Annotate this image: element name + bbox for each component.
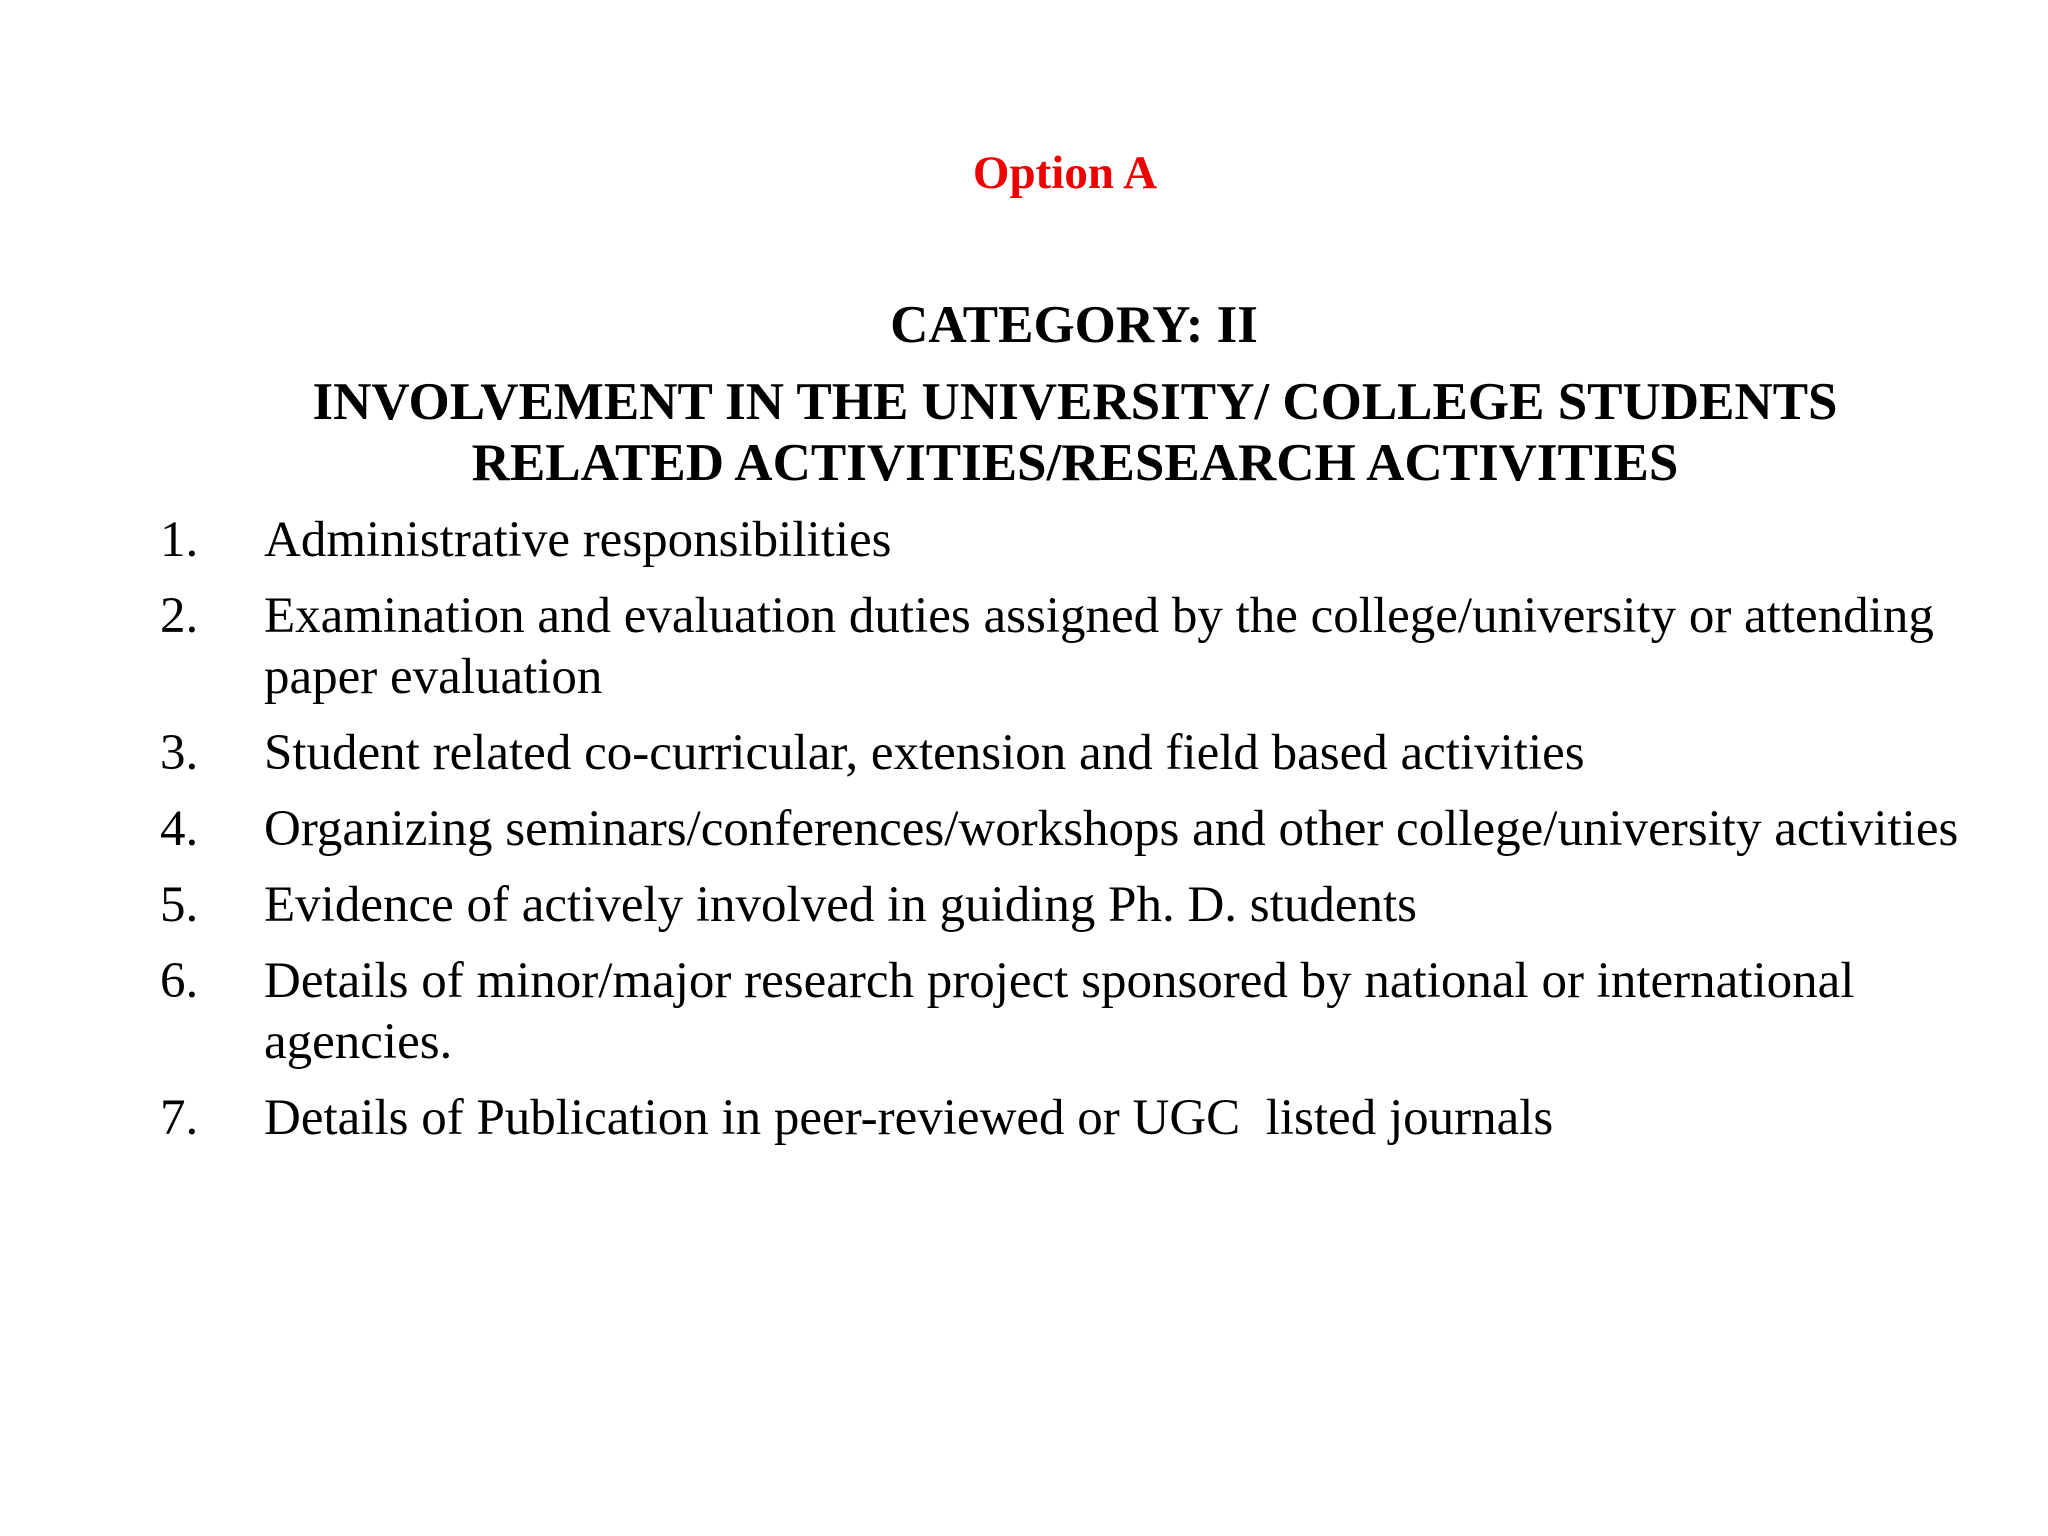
subtitle <box>190 372 1960 494</box>
item-number: 1. <box>160 512 199 568</box>
activity-list <box>160 510 1960 1164</box>
item-text: Details of Publication in peer-reviewed or UGC listed journals <box>264 1090 1554 1146</box>
option-label: Option A <box>972 147 1158 199</box>
list-item <box>160 586 1960 708</box>
list-item <box>160 799 1960 860</box>
list-item <box>160 510 1960 571</box>
list-item <box>160 951 1960 1073</box>
category-title: CATEGORY: II <box>890 296 1258 354</box>
subtitle-line-2: RELATED ACTIVITIES/RESEARCH ACTIVITIES <box>471 434 1679 492</box>
item-text: Details of minor/major research project sponsored by national or international agencies. <box>264 953 1868 1070</box>
item-text: Evidence of actively involved in guiding Ph. D. students <box>264 877 1417 933</box>
item-text: Administrative responsibilities <box>264 512 892 568</box>
item-number: 6. <box>160 953 199 1009</box>
subtitle-line-1: INVOLVEMENT IN THE UNIVERSITY/ COLLEGE STUDENTS <box>312 373 1838 431</box>
item-number: 5. <box>160 877 199 933</box>
item-number: 7. <box>160 1090 199 1146</box>
item-number: 4. <box>160 801 199 857</box>
list-item <box>160 723 1960 784</box>
item-text: Organizing seminars/conferences/workshops and other college/university activities <box>264 801 1959 857</box>
item-number: 3. <box>160 725 199 781</box>
list-item <box>160 875 1960 936</box>
item-text: Examination and evaluation duties assigned by the college/university or attending paper evaluation <box>264 588 1947 705</box>
list-item <box>160 1088 1960 1149</box>
item-number: 2. <box>160 588 199 644</box>
item-text: Student related co-curricular, extension and field based activities <box>264 725 1585 781</box>
